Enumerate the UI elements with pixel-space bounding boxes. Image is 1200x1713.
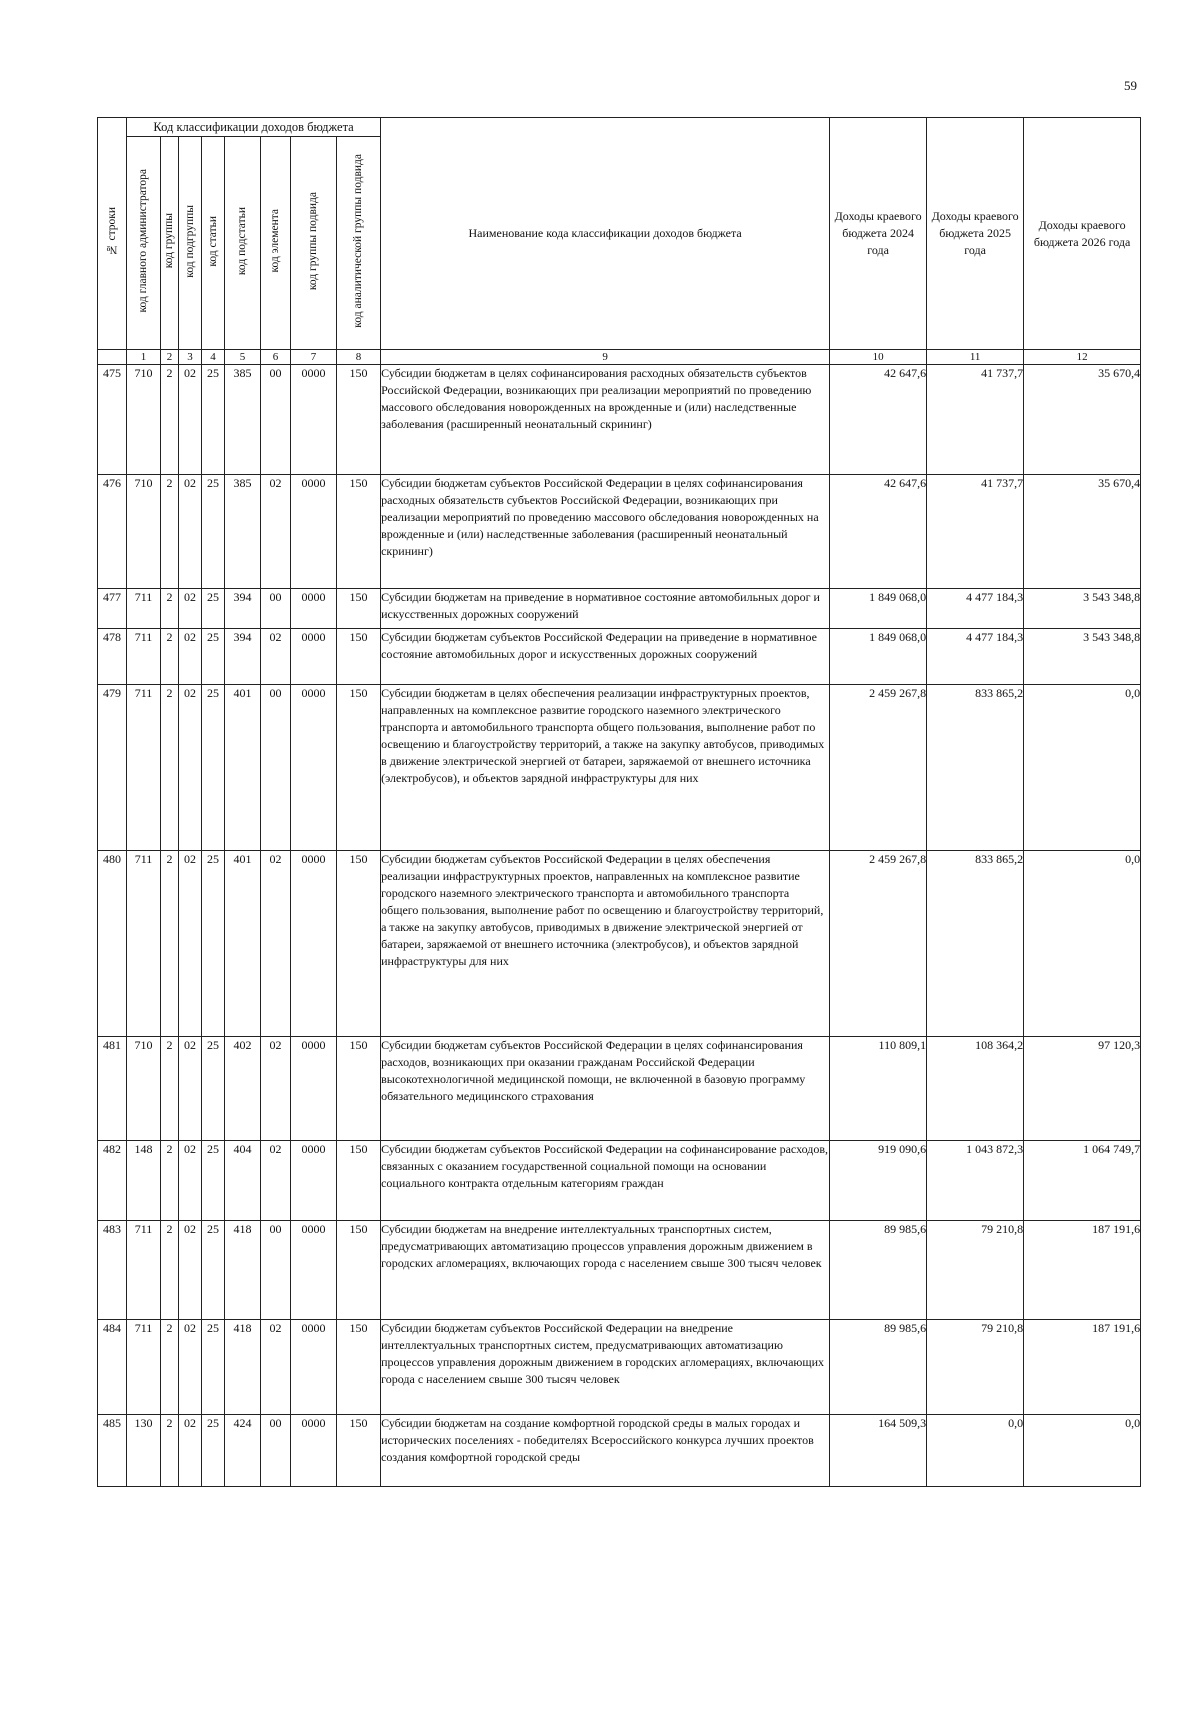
row-number-header: № строки bbox=[98, 118, 127, 350]
income-2025: 0,0 bbox=[927, 1415, 1024, 1487]
analytic-group-code: 150 bbox=[337, 589, 381, 629]
element-code: 00 bbox=[261, 1415, 291, 1487]
subarticle-code: 385 bbox=[225, 365, 261, 475]
subarticle-code: 394 bbox=[225, 589, 261, 629]
column-number: 4 bbox=[202, 350, 225, 365]
group-code: 2 bbox=[161, 1221, 179, 1320]
element-code: 02 bbox=[261, 475, 291, 589]
income-2024: 1 849 068,0 bbox=[830, 589, 927, 629]
subarticle-code: 401 bbox=[225, 685, 261, 851]
element-code: 02 bbox=[261, 1141, 291, 1221]
income-code-name: Субсидии бюджетам субъектов Российской Федерации в целях софинансирования расходов, возникающих при оказании гражданам Российской Федерации высокотехнологичной медицинской помощи, не включенной в базовую программу обязательного медицинского страхования bbox=[381, 1037, 830, 1141]
subtype-group-code: 0000 bbox=[291, 1141, 337, 1221]
income-2026: 35 670,4 bbox=[1024, 365, 1141, 475]
column-number: 5 bbox=[225, 350, 261, 365]
subarticle-code: 401 bbox=[225, 851, 261, 1037]
income-code-name: Субсидии бюджетам на внедрение интеллектуальных транспортных систем, предусматривающих автоматизацию процессов управления дорожным движением в городских агломерациях, включающих города с населением свыше 300 тысяч человек bbox=[381, 1221, 830, 1320]
group-code: 2 bbox=[161, 629, 179, 685]
subarticle-code: 418 bbox=[225, 1320, 261, 1415]
table-row bbox=[98, 475, 1141, 589]
income-2025: 79 210,8 bbox=[927, 1221, 1024, 1320]
admin-code: 130 bbox=[127, 1415, 161, 1487]
subtype-group-code: 0000 bbox=[291, 1320, 337, 1415]
income-2025: 1 043 872,3 bbox=[927, 1141, 1024, 1221]
element-code: 00 bbox=[261, 589, 291, 629]
admin-code: 710 bbox=[127, 1037, 161, 1141]
income-code-name: Субсидии бюджетам субъектов Российской Федерации в целях софинансирования расходных обязательств субъектов Российской Федерации, возникающих при реализации мероприятий по проведению массового обследования новорожденных на врожденные и (или) наследственные заболевания (расширенный неонатальный скрининг) bbox=[381, 475, 830, 589]
article-code: 25 bbox=[202, 629, 225, 685]
income-2025: 4 477 184,3 bbox=[927, 629, 1024, 685]
income-2025: 41 737,7 bbox=[927, 365, 1024, 475]
header-row-top bbox=[98, 118, 1141, 137]
income-2025: 108 364,2 bbox=[927, 1037, 1024, 1141]
column-number: 12 bbox=[1024, 350, 1141, 365]
row-number: 478 bbox=[98, 629, 127, 685]
column-number: 1 bbox=[127, 350, 161, 365]
subtype-group-code-header: код группы подвида bbox=[291, 137, 337, 350]
table-row bbox=[98, 1037, 1141, 1141]
income-2026: 1 064 749,7 bbox=[1024, 1141, 1141, 1221]
income-code-name: Субсидии бюджетам на приведение в нормативное состояние автомобильных дорог и искусственных дорожных сооружений bbox=[381, 589, 830, 629]
subarticle-code: 385 bbox=[225, 475, 261, 589]
element-code: 00 bbox=[261, 365, 291, 475]
subtype-group-code: 0000 bbox=[291, 1415, 337, 1487]
article-code: 25 bbox=[202, 851, 225, 1037]
income-2024: 2 459 267,8 bbox=[830, 685, 927, 851]
analytic-group-code-header: код аналитической группы подвида bbox=[337, 137, 381, 350]
subtype-group-code: 0000 bbox=[291, 365, 337, 475]
subarticle-code: 394 bbox=[225, 629, 261, 685]
subtype-group-code: 0000 bbox=[291, 851, 337, 1037]
income-2024: 919 090,6 bbox=[830, 1141, 927, 1221]
row-number: 477 bbox=[98, 589, 127, 629]
admin-code-header: код главного администратора bbox=[127, 137, 161, 350]
income-2026: 187 191,6 bbox=[1024, 1221, 1141, 1320]
article-code: 25 bbox=[202, 1037, 225, 1141]
income-2025: 833 865,2 bbox=[927, 685, 1024, 851]
income-2026: 0,0 bbox=[1024, 1415, 1141, 1487]
income-2025: 4 477 184,3 bbox=[927, 589, 1024, 629]
income-2025-header: Доходы краевого бюджета 2025 года bbox=[927, 118, 1024, 350]
row-number: 483 bbox=[98, 1221, 127, 1320]
admin-code: 710 bbox=[127, 475, 161, 589]
table-row bbox=[98, 629, 1141, 685]
income-2026: 97 120,3 bbox=[1024, 1037, 1141, 1141]
classification-code-group-header: Код классификации доходов бюджета bbox=[127, 118, 381, 137]
income-code-name: Субсидии бюджетам субъектов Российской Федерации на софинансирование расходов, связанных с оказанием государственной социальной помощи на основании социального контракта отдельным категориям граждан bbox=[381, 1141, 830, 1221]
admin-code: 711 bbox=[127, 685, 161, 851]
income-code-name: Субсидии бюджетам в целях обеспечения реализации инфраструктурных проектов, направленных на комплексное развитие городского наземного электрического транспорта и автомобильного транспорта общего пользования, выполнение работ по освещению и благоустройству территорий, а также на закупку автобусов, приводимых в движение электрической энергией от батареи, заряжаемой от внешнего источника (электробусов), и объектов зарядной инфраструктуры для них bbox=[381, 685, 830, 851]
table-row bbox=[98, 1221, 1141, 1320]
subgroup-code: 02 bbox=[179, 365, 202, 475]
element-code: 02 bbox=[261, 1320, 291, 1415]
subgroup-code: 02 bbox=[179, 629, 202, 685]
table-row bbox=[98, 685, 1141, 851]
subarticle-code: 424 bbox=[225, 1415, 261, 1487]
income-2025: 41 737,7 bbox=[927, 475, 1024, 589]
subtype-group-code: 0000 bbox=[291, 629, 337, 685]
group-code: 2 bbox=[161, 685, 179, 851]
element-code: 02 bbox=[261, 851, 291, 1037]
column-number: 10 bbox=[830, 350, 927, 365]
column-number-row bbox=[98, 350, 1141, 365]
analytic-group-code: 150 bbox=[337, 1320, 381, 1415]
element-code-header: код элемента bbox=[261, 137, 291, 350]
article-code: 25 bbox=[202, 475, 225, 589]
article-code: 25 bbox=[202, 1320, 225, 1415]
article-code: 25 bbox=[202, 1415, 225, 1487]
budget-income-table bbox=[97, 117, 1141, 1487]
subtype-group-code: 0000 bbox=[291, 685, 337, 851]
subarticle-code: 404 bbox=[225, 1141, 261, 1221]
group-code: 2 bbox=[161, 1141, 179, 1221]
subarticle-code-header: код подстатьи bbox=[225, 137, 261, 350]
admin-code: 711 bbox=[127, 851, 161, 1037]
income-2026: 0,0 bbox=[1024, 851, 1141, 1037]
group-code: 2 bbox=[161, 1415, 179, 1487]
group-code: 2 bbox=[161, 365, 179, 475]
table-row bbox=[98, 365, 1141, 475]
analytic-group-code: 150 bbox=[337, 475, 381, 589]
group-code: 2 bbox=[161, 1320, 179, 1415]
income-2026: 35 670,4 bbox=[1024, 475, 1141, 589]
income-2025: 79 210,8 bbox=[927, 1320, 1024, 1415]
subtype-group-code: 0000 bbox=[291, 475, 337, 589]
row-number: 485 bbox=[98, 1415, 127, 1487]
article-code: 25 bbox=[202, 685, 225, 851]
analytic-group-code: 150 bbox=[337, 1037, 381, 1141]
analytic-group-code: 150 bbox=[337, 685, 381, 851]
article-code: 25 bbox=[202, 365, 225, 475]
subgroup-code: 02 bbox=[179, 1141, 202, 1221]
subtype-group-code: 0000 bbox=[291, 589, 337, 629]
element-code: 00 bbox=[261, 685, 291, 851]
subgroup-code: 02 bbox=[179, 685, 202, 851]
group-code: 2 bbox=[161, 589, 179, 629]
income-code-name: Субсидии бюджетам субъектов Российской Федерации в целях обеспечения реализации инфраструктурных проектов, направленных на комплексное развитие городского наземного электрического транспорта и автомобильного транспорта общего пользования, выполнение работ по освещению и благоустройству территорий, а также на закупку автобусов, приводимых в движение электрической энергией от батареи, заряжаемой от внешнего источника (электробусов), и объектов зарядной инфраструктуры для них bbox=[381, 851, 830, 1037]
name-column-header: Наименование кода классификации доходов бюджета bbox=[381, 118, 830, 350]
income-2024-header: Доходы краевого бюджета 2024 года bbox=[830, 118, 927, 350]
income-code-name: Субсидии бюджетам на создание комфортной городской среды в малых городах и исторических поселениях - победителях Всероссийского конкурса лучших проектов создания комфортной городской среды bbox=[381, 1415, 830, 1487]
row-number: 476 bbox=[98, 475, 127, 589]
row-number: 479 bbox=[98, 685, 127, 851]
column-number: 3 bbox=[179, 350, 202, 365]
group-code-header: код группы bbox=[161, 137, 179, 350]
row-number: 484 bbox=[98, 1320, 127, 1415]
income-2024: 1 849 068,0 bbox=[830, 629, 927, 685]
subgroup-code: 02 bbox=[179, 1320, 202, 1415]
admin-code: 710 bbox=[127, 365, 161, 475]
subgroup-code: 02 bbox=[179, 1037, 202, 1141]
element-code: 02 bbox=[261, 1037, 291, 1141]
income-2026: 187 191,6 bbox=[1024, 1320, 1141, 1415]
subarticle-code: 402 bbox=[225, 1037, 261, 1141]
table-row bbox=[98, 589, 1141, 629]
article-code: 25 bbox=[202, 1141, 225, 1221]
admin-code: 711 bbox=[127, 589, 161, 629]
income-2024: 42 647,6 bbox=[830, 475, 927, 589]
income-2026-header: Доходы краевого бюджета 2026 года bbox=[1024, 118, 1141, 350]
income-2026: 0,0 bbox=[1024, 685, 1141, 851]
income-2024: 42 647,6 bbox=[830, 365, 927, 475]
income-2025: 833 865,2 bbox=[927, 851, 1024, 1037]
article-code: 25 bbox=[202, 589, 225, 629]
table-row bbox=[98, 851, 1141, 1037]
income-2024: 89 985,6 bbox=[830, 1320, 927, 1415]
column-number: 2 bbox=[161, 350, 179, 365]
income-2024: 164 509,3 bbox=[830, 1415, 927, 1487]
group-code: 2 bbox=[161, 475, 179, 589]
table-row bbox=[98, 1320, 1141, 1415]
column-number: 8 bbox=[337, 350, 381, 365]
table-row bbox=[98, 1415, 1141, 1487]
subgroup-code: 02 bbox=[179, 475, 202, 589]
income-2024: 2 459 267,8 bbox=[830, 851, 927, 1037]
row-number: 475 bbox=[98, 365, 127, 475]
admin-code: 711 bbox=[127, 1320, 161, 1415]
income-code-name: Субсидии бюджетам в целях софинансирования расходных обязательств субъектов Российской Федерации, возникающих при реализации мероприятий по проведению массового обследования новорожденных на врожденные и (или) наследственные заболевания (расширенный неонатальный скрининг) bbox=[381, 365, 830, 475]
article-code-header: код статьи bbox=[202, 137, 225, 350]
subtype-group-code: 0000 bbox=[291, 1221, 337, 1320]
analytic-group-code: 150 bbox=[337, 1141, 381, 1221]
subgroup-code-header: код подгруппы bbox=[179, 137, 202, 350]
income-2026: 3 543 348,8 bbox=[1024, 629, 1141, 685]
element-code: 00 bbox=[261, 1221, 291, 1320]
column-number: 9 bbox=[381, 350, 830, 365]
analytic-group-code: 150 bbox=[337, 1415, 381, 1487]
income-code-name: Субсидии бюджетам субъектов Российской Федерации на приведение в нормативное состояние автомобильных дорог и искусственных дорожных сооружений bbox=[381, 629, 830, 685]
element-code: 02 bbox=[261, 629, 291, 685]
income-2024: 89 985,6 bbox=[830, 1221, 927, 1320]
row-number: 481 bbox=[98, 1037, 127, 1141]
column-number: 7 bbox=[291, 350, 337, 365]
column-number: 11 bbox=[927, 350, 1024, 365]
analytic-group-code: 150 bbox=[337, 1221, 381, 1320]
column-number: 6 bbox=[261, 350, 291, 365]
subtype-group-code: 0000 bbox=[291, 1037, 337, 1141]
admin-code: 711 bbox=[127, 1221, 161, 1320]
subgroup-code: 02 bbox=[179, 1221, 202, 1320]
row-number: 482 bbox=[98, 1141, 127, 1221]
subgroup-code: 02 bbox=[179, 1415, 202, 1487]
analytic-group-code: 150 bbox=[337, 629, 381, 685]
analytic-group-code: 150 bbox=[337, 365, 381, 475]
analytic-group-code: 150 bbox=[337, 851, 381, 1037]
income-2026: 3 543 348,8 bbox=[1024, 589, 1141, 629]
subgroup-code: 02 bbox=[179, 589, 202, 629]
table-row bbox=[98, 1141, 1141, 1221]
income-2024: 110 809,1 bbox=[830, 1037, 927, 1141]
group-code: 2 bbox=[161, 851, 179, 1037]
page-number: 59 bbox=[1124, 78, 1137, 93]
group-code: 2 bbox=[161, 1037, 179, 1141]
column-number-blank bbox=[98, 350, 127, 365]
income-code-name: Субсидии бюджетам субъектов Российской Федерации на внедрение интеллектуальных транспортных систем, предусматривающих автоматизацию процессов управления дорожным движением в городских агломерациях, включающих города с населением свыше 300 тысяч человек bbox=[381, 1320, 830, 1415]
article-code: 25 bbox=[202, 1221, 225, 1320]
admin-code: 148 bbox=[127, 1141, 161, 1221]
row-number: 480 bbox=[98, 851, 127, 1037]
subarticle-code: 418 bbox=[225, 1221, 261, 1320]
subgroup-code: 02 bbox=[179, 851, 202, 1037]
admin-code: 711 bbox=[127, 629, 161, 685]
